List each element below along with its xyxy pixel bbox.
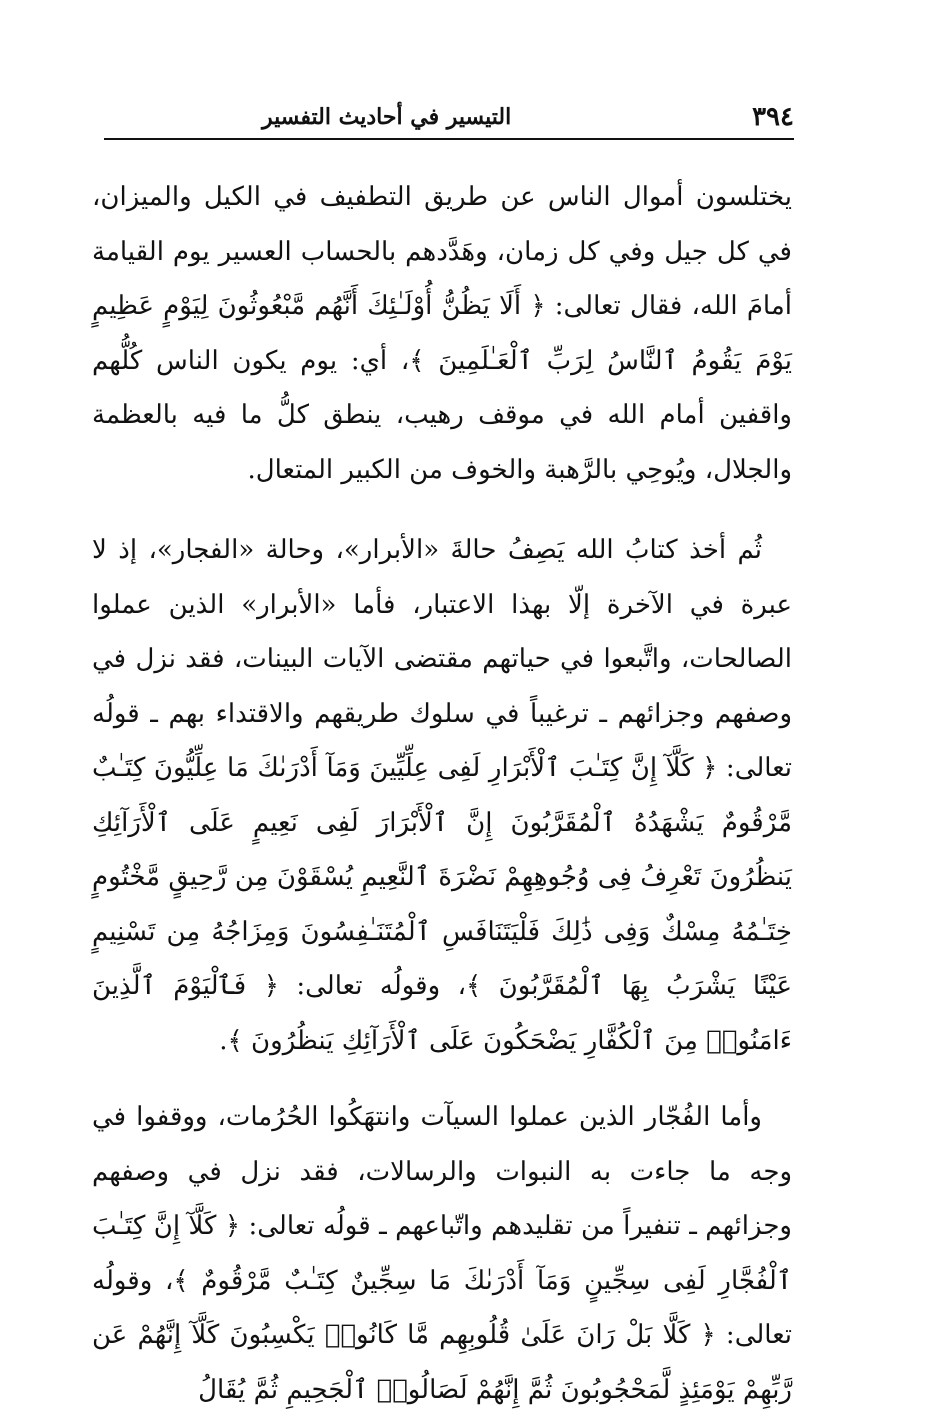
paragraph-2: ثُم أخذ كتابُ الله يَصِفُ حالةَ «الأبرار»، وحالة «الفجار»، إذ لا عبرة في الآخرة إلّا بهذا الاعتبار، فأما «الأبرار» الذين عملوا الصالحات، واتَّبعوا في حياتهم مقتضى الآيات البينات، فقد نزل في وصفهم وجزائهم ـ ترغيباً في سلوك طريقهم والاقتداء بهم ـ قولُه تعالى: ﴿ كَلَّآ إِنَّ كِتَـٰبَ ٱلْأَبْرَارِ لَفِى عِلِّيِّينَ وَمَآ أَدْرَىٰكَ مَا عِلِّيُّونَ كِتَـٰبٌ مَّرْقُومٌ يَشْهَدُهُ ٱلْمُقَرَّبُونَ إِنَّ ٱلْأَبْرَارَ لَفِى نَعِيمٍ عَلَى ٱلْأَرَآئِكِ يَنظُرُونَ تَعْرِفُ فِى وُجُوهِهِمْ نَضْرَةَ ٱلنَّعِيمِ يُسْقَوْنَ مِن رَّحِيقٍ مَّخْتُومٍ خِتَـٰمُهُ مِسْكٌ وَفِى ذَٰلِكَ فَلْيَتَنَافَسِ ٱلْمُتَنَـٰفِسُونَ وَمِزَاجُهُ مِن تَسْنِيمٍ عَيْنًا يَشْرَبُ بِهَا ٱلْمُقَرَّبُونَ ﴾، وقولُه تعالى: ﴿ فَٱلْيَوْمَ ٱلَّذِينَ ءَامَنُوا۟ مِنَ ٱلْكُفَّارِ يَضْحَكُونَ عَلَى ٱلْأَرَآئِكِ يَنظُرُونَ ﴾. xyxy=(92,535,792,1056)
running-title: التيسير في أحاديث التفسير xyxy=(262,104,512,130)
page-header xyxy=(92,96,794,140)
paragraph-1: يختلسون أموال الناس عن طريق التطفيف في الكيل والميزان، في كل جيل وفي كل زمان، وهَدَّدهم بالحساب العسير يوم القيامة أمامَ الله، فقال تعالى: ﴿ أَلَا يَظُنُّ أُوْلَـٰئِكَ أَنَّهُم مَّبْعُوثُونَ لِيَوْمٍ عَظِيمٍ يَوْمَ يَقُومُ ٱلنَّاسُ لِرَبِّ ٱلْعَـٰلَمِينَ ﴾، أي: يوم يكون الناس كُلُّهم واقفين أمام الله في موقف رهيب، ينطق كلُّ ما فيه بالعظمة والجلال، ويُوحِي بالرَّهبة والخوف من الكبير المتعال. xyxy=(92,182,792,485)
page-number: ٣٩٤ xyxy=(752,102,794,132)
header-rule xyxy=(104,138,794,140)
paragraph-3: وأما الفُجّار الذين عملوا السيآت وانتهَكُوا الحُرُمات، ووقفوا في وجه ما جاءت به النبوات والرسالات، فقد نزل في وصفهم وجزائهم ـ تنفيراً من تقليدهم واتّباعهم ـ قولُه تعالى: ﴿ كَلَّآ إِنَّ كِتَـٰبَ ٱلْفُجَّارِ لَفِى سِجِّينٍ وَمَآ أَدْرَىٰكَ مَا سِجِّينٌ كِتَـٰبٌ مَّرْقُومٌ ﴾، وقولُه تعالى: ﴿ كَلَّا بَلْ رَانَ عَلَىٰ قُلُوبِهِم مَّا كَانُوا۟ يَكْسِبُونَ كَلَّآ إِنَّهُمْ عَن رَّبِّهِمْ يَوْمَئِذٍ لَّمَحْجُوبُونَ ثُمَّ إِنَّهُمْ لَصَالُوا۟ ٱلْجَحِيمِ ثُمَّ يُقَالُ xyxy=(92,1102,792,1405)
body-text xyxy=(92,170,792,1417)
